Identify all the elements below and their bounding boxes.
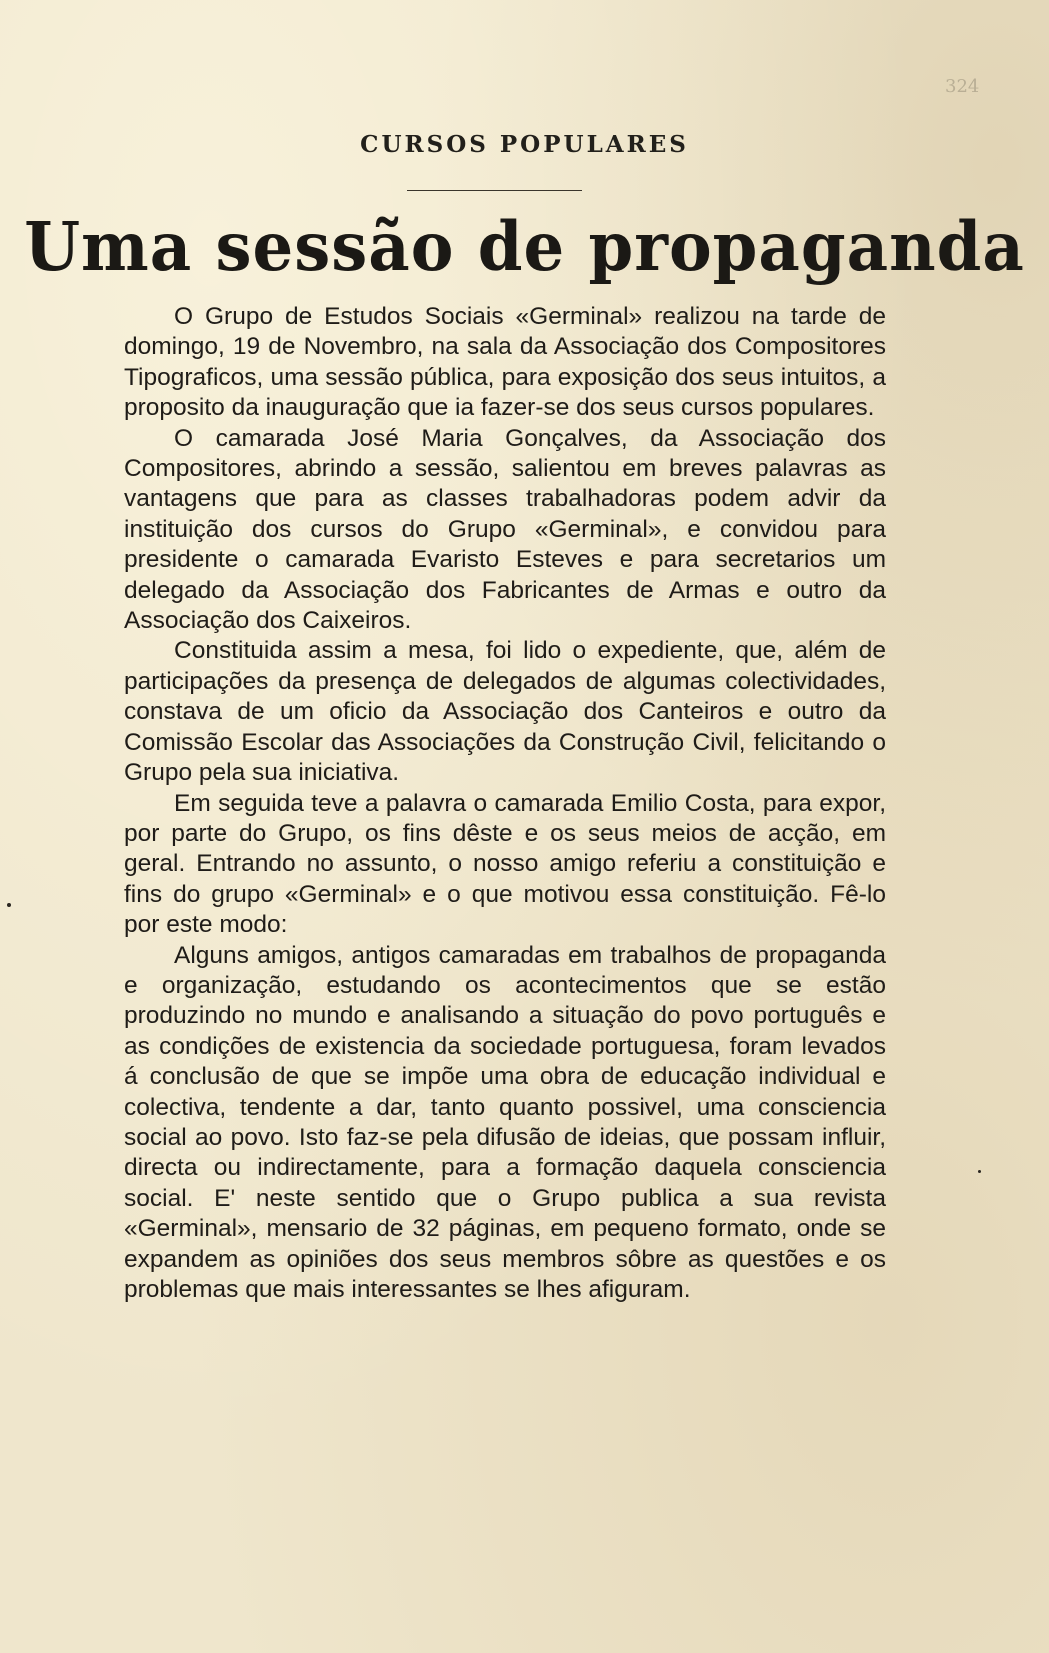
page-number: 324 — [945, 76, 980, 97]
section-kicker: CURSOS POPULARES — [360, 131, 689, 158]
ink-speck — [7, 903, 11, 907]
divider-rule — [407, 190, 582, 191]
article-body — [124, 302, 886, 1305]
headline: Uma sessão de propaganda — [24, 208, 1025, 287]
paragraph: Alguns amigos, antigos camaradas em trabalhos de propaganda e organização, estudando os acontecimentos que se estão produzindo no mundo e analisando a situação do povo português e as condições de existencia da sociedade portuguesa, foram levados á conclusão de que se impõe uma obra de educação individual e colectiva, tendente a dar, tanto quanto possivel, uma consciencia social ao povo. Isto faz-se pela difusão de ideias, que possam influir, directa ou indirectamente, para a formação daquela consciencia social. E' neste sentido que o Grupo publica a sua revista «Germinal», mensario de 32 páginas, em pequeno formato, onde se expandem as opiniões dos seus membros sôbre as questões e os problemas que mais interessantes se lhes afiguram. — [124, 941, 886, 1303]
paragraph: O camarada José Maria Gonçalves, da Associação dos Compositores, abrindo a sessão, salientou em breves palavras as vantagens que para as classes trabalhadoras podem advir da instituição dos cursos do Grupo «Germinal», e convidou para presidente o camarada Evaristo Esteves e para secretarios um delegado da Associação dos Fabricantes de Armas e outro da Associação dos Caixeiros. — [124, 424, 886, 635]
paragraph: Constituida assim a mesa, foi lido o expediente, que, além de participações da presença de delegados de algumas colectividades, constava de um oficio da Associação dos Canteiros e outro da Comissão Escolar das Associações da Construção Civil, felicitando o Grupo pela sua iniciativa. — [124, 637, 886, 787]
ink-speck — [978, 1170, 981, 1173]
paragraph: O Grupo de Estudos Sociais «Germinal» realizou na tarde de domingo, 19 de Novembro, na sala da Associação dos Compositores Tipograficos, uma sessão pública, para exposição dos seus intuitos, a proposito da inauguração que ia fazer-se dos seus cursos populares. — [124, 303, 886, 422]
paragraph: Em seguida teve a palavra o camarada Emilio Costa, para expor, por parte do Grupo, os fins dêste e os seus meios de acção, em geral. Entrando no assunto, o nosso amigo referiu a constituição e fins do grupo «Germinal» e o que motivou essa constituição. Fê-lo por este modo: — [124, 789, 886, 939]
